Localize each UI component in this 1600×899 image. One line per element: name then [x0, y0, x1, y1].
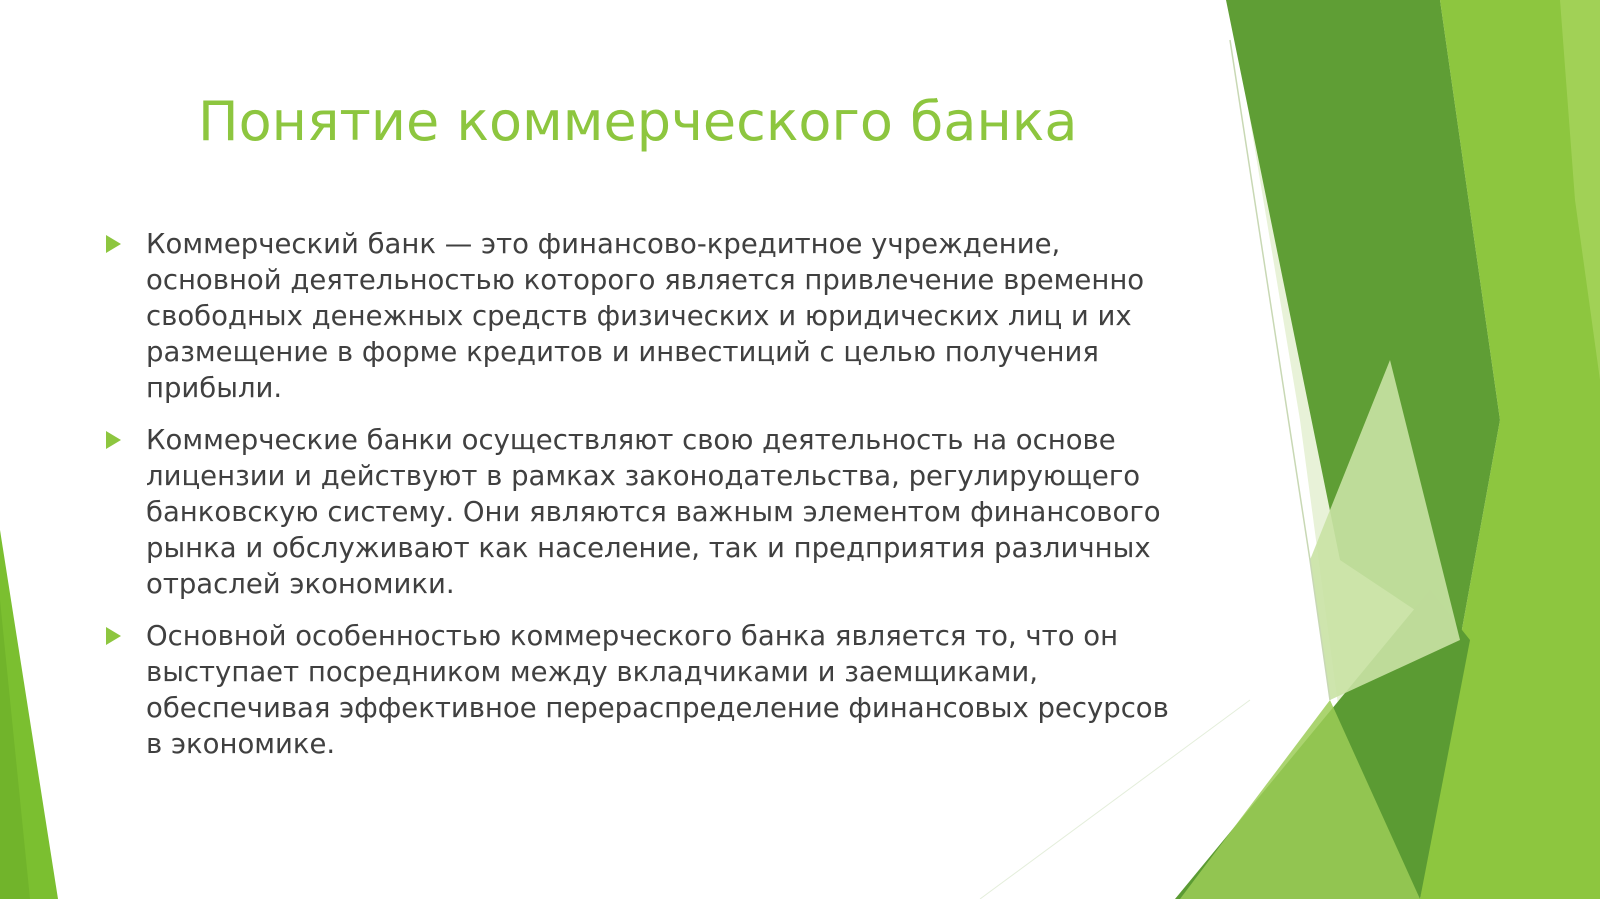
bullet-item: [106, 226, 1186, 406]
triangle-bullet-icon: [106, 431, 121, 449]
bullet-text: Основной особенностью коммерческого банка является то, что он выступает посредником между вкладчиками и заемщиками, обеспечивая эффективное перераспределение финансовых ресурсов в экономике.: [146, 620, 1169, 760]
triangle-bullet-icon: [106, 235, 121, 253]
bullet-list: [106, 226, 1186, 778]
triangle-bullet-icon: [106, 627, 121, 645]
bullet-item: [106, 422, 1186, 602]
bullet-text: Коммерческие банки осуществляют свою деятельность на основе лицензии и действуют в рамках законодательства, регулирующего банковскую систему. Они являются важным элементом финансового рынка и обслуживают как население, так и предприятия различных отраслей экономики.: [146, 424, 1161, 600]
slide-title: Понятие коммерческого банка: [198, 90, 1078, 153]
bullet-text: Коммерческий банк — это финансово-кредитное учреждение, основной деятельностью которого является привлечение временно свободных денежных средств физических и юридических лиц и их размещение в форме кредитов и инвестиций с целью получения прибыли.: [146, 228, 1145, 404]
bullet-item: [106, 618, 1186, 762]
